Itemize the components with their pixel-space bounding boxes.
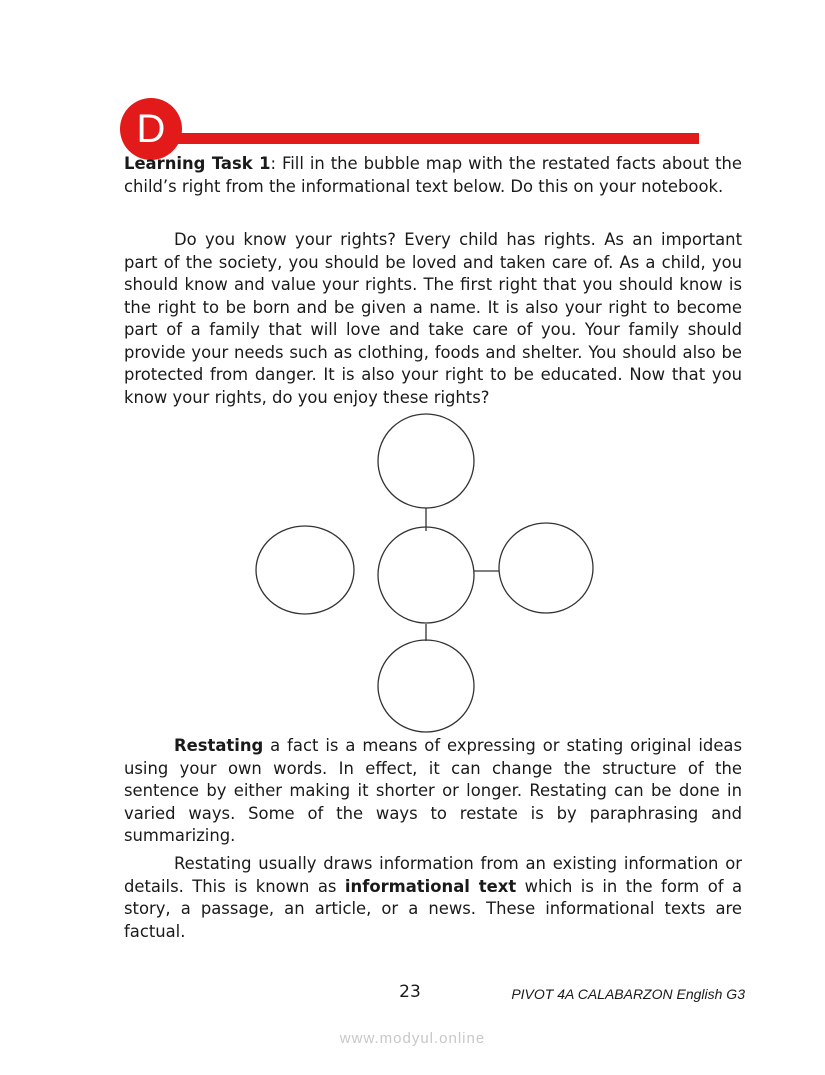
bubble-center xyxy=(378,527,474,623)
restating-paragraph xyxy=(124,735,742,848)
bubble-top xyxy=(378,414,474,508)
task-instruction-text: : Fill in the bubble map with the restated facts about the child’s right from the informational text below. Do this on your notebook. xyxy=(124,154,742,196)
bubble-right xyxy=(499,523,593,613)
informational-term: informational text xyxy=(344,876,517,896)
restating-term: Restating xyxy=(174,736,264,755)
restating-text: a fact is a means of expressing or stating original ideas using your own words. In effect, it can change the structure of the sentence by either making it shorter or longer. Restating can be done in varied ways. Some of the ways to restate is by paraphrasing and summarizing. xyxy=(124,736,742,845)
task-heading: Learning Task 1 xyxy=(124,154,271,173)
watermark: www.modyul.online xyxy=(339,1030,486,1047)
bubble-bottom xyxy=(378,640,474,732)
bubble-left xyxy=(256,526,354,614)
footer-label: PIVOT 4A CALABARZON English G3 xyxy=(511,986,745,1002)
page-number: 23 xyxy=(399,982,421,1002)
informational-after: which is in the form of a story, a passage, an article, or a news. These informational texts are factual. xyxy=(124,876,742,941)
informational-before: Restating usually draws information from an existing information or details. This is known as xyxy=(124,854,742,896)
informational-paragraph xyxy=(124,853,742,943)
passage-text: Do you know your rights? Every child has rights. As an important part of the society, you should be loved and taken care of. As a child, you should know and value your rights. The first right that you should know is the right to be born and be given a name. It is also your right to become part of a family that will love and take care of you. Your family should provide your needs such as clothing, foods and shelter. You should also be protected from danger. It is also your right to be educated. Now that you know your rights, do you enjoy these rights? xyxy=(124,230,742,407)
section-badge: D xyxy=(120,98,182,160)
